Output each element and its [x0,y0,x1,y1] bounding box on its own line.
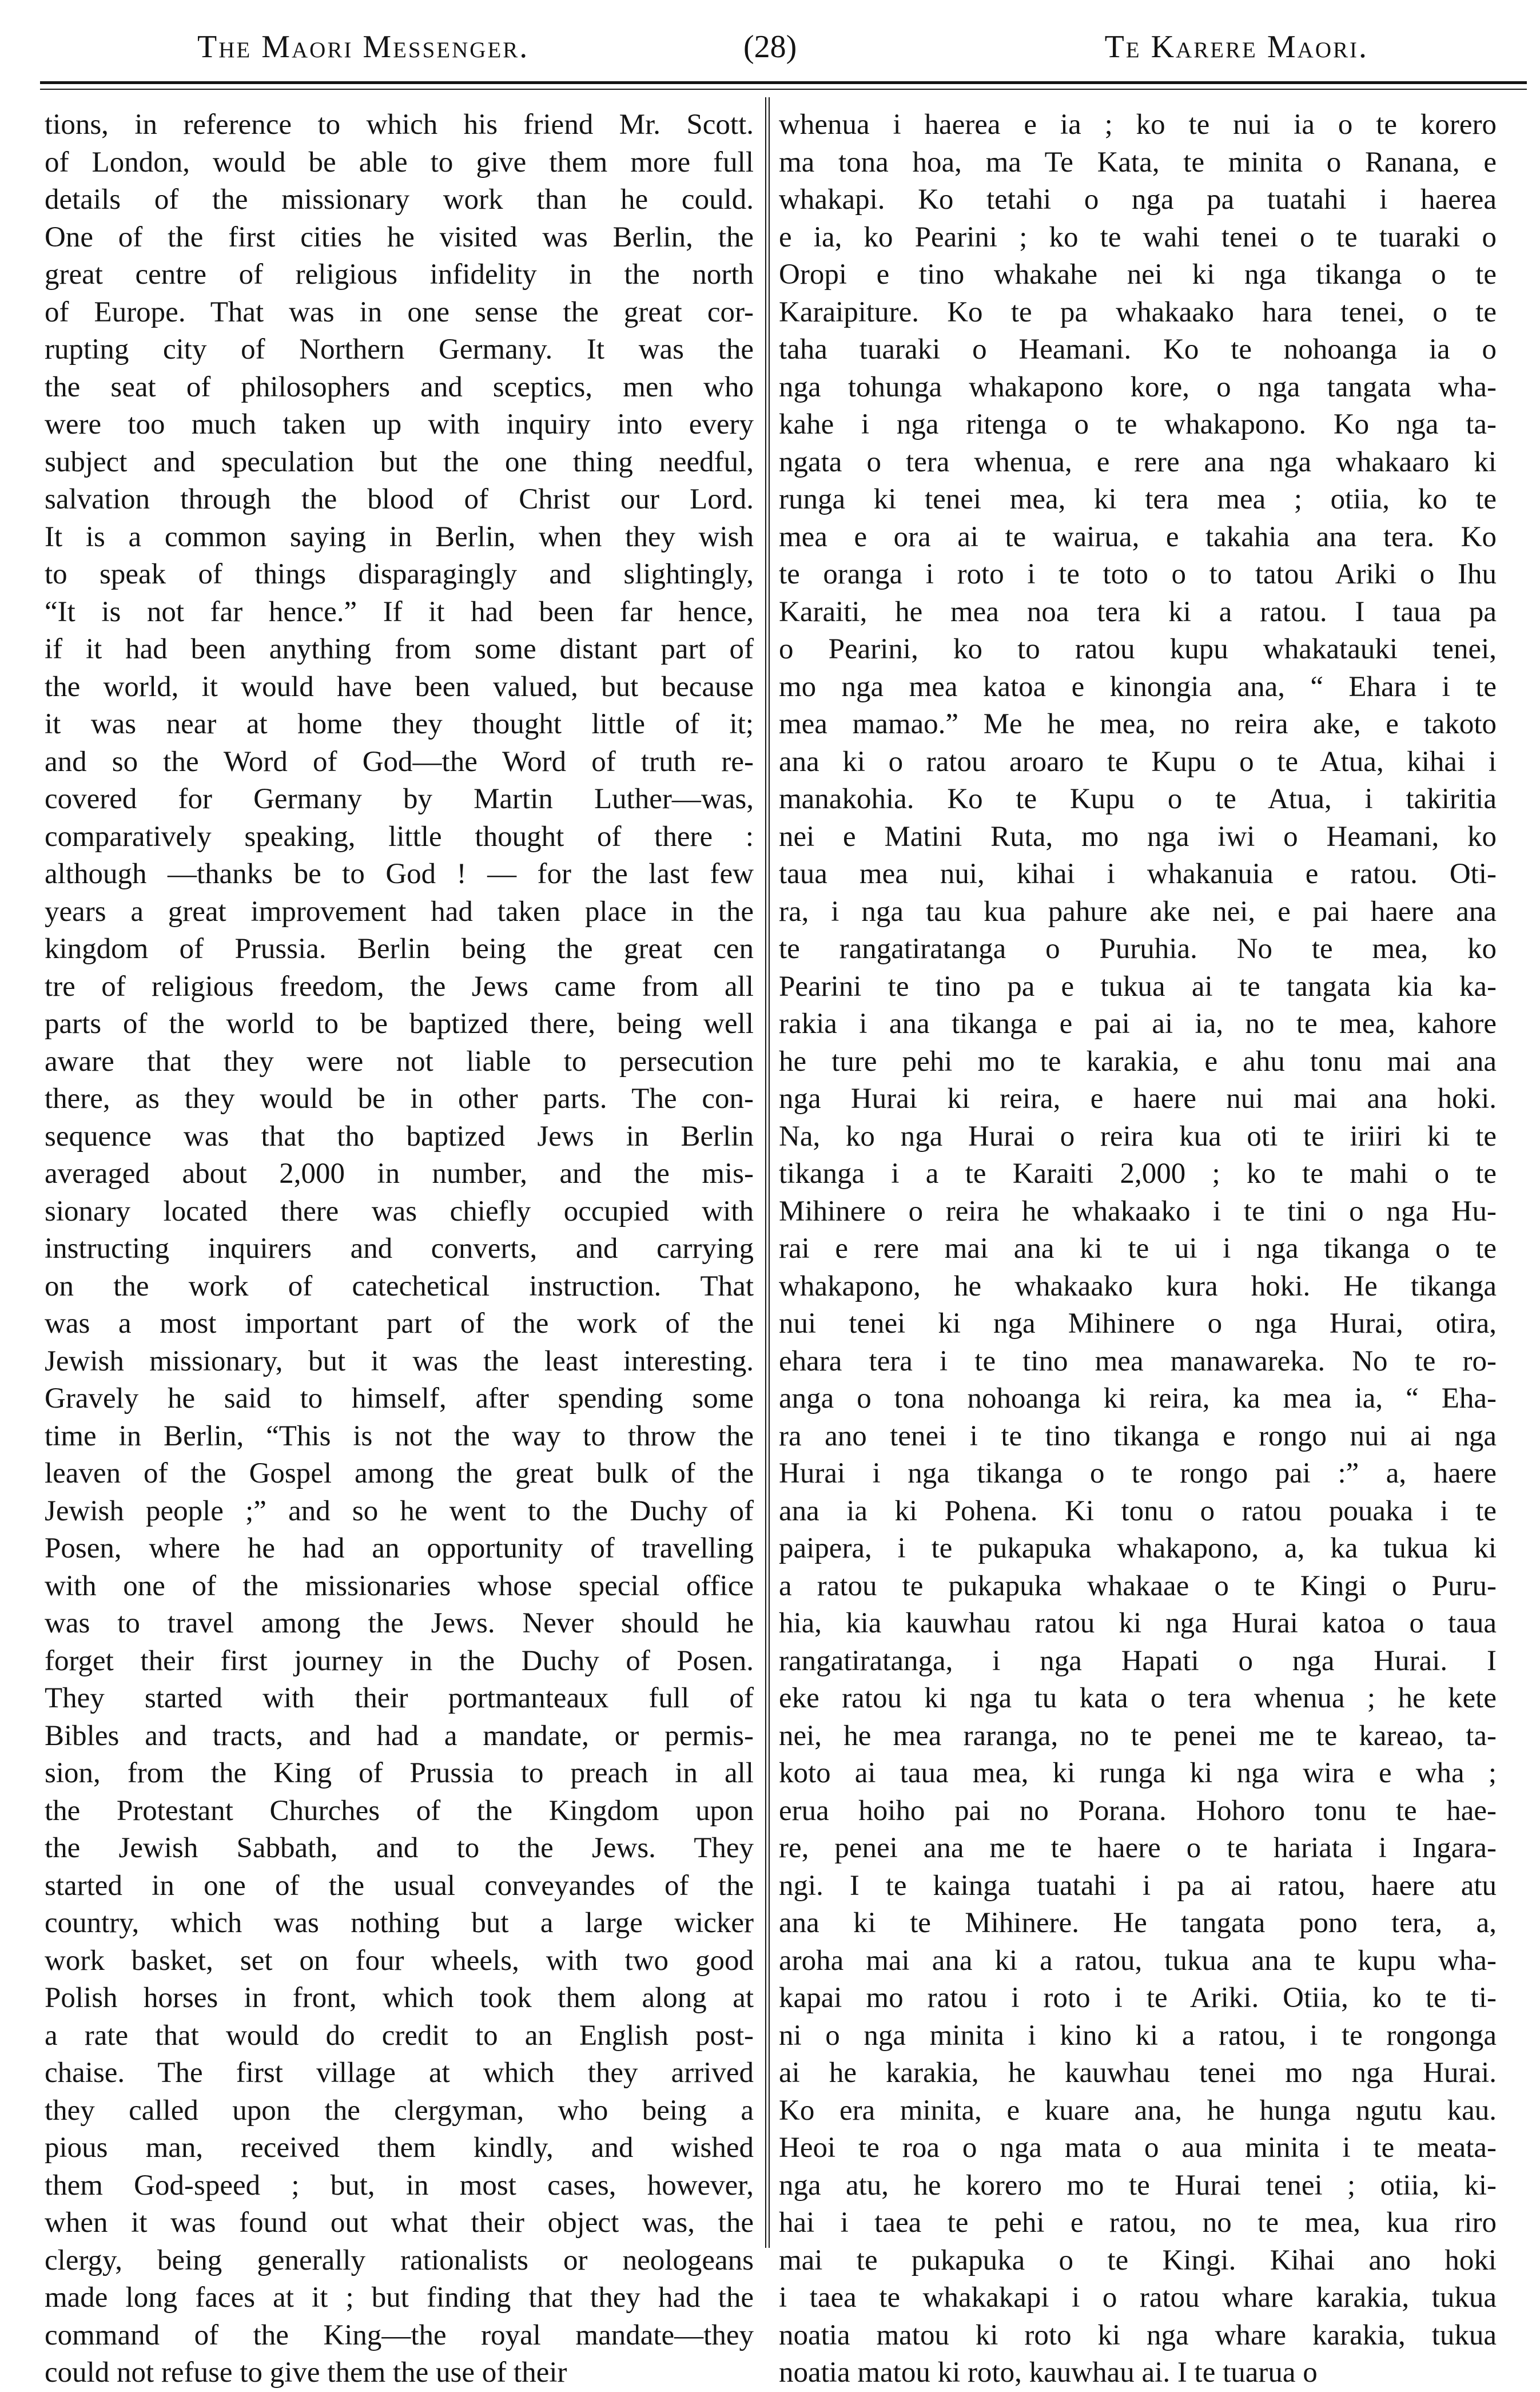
maori-text-line: kahe i nga ritenga o te whakapono. Ko nga ta- [779,408,1497,440]
english-text-line: It is a common saying in Berlin, when they wish [45,520,754,553]
maori-text-line: koto ai taua mea, ki runga ki nga wira e wha ; [779,1757,1497,1789]
english-text-line: parts of the world to be baptized there, being well [45,1008,754,1040]
maori-text-line: noatia matou ki roto ki nga whare karakia, tukua [779,2319,1497,2351]
english-text-line: salvation through the blood of Christ our Lord. [45,483,754,515]
english-text-line: sion, from the King of Prussia to preach in all [45,1757,754,1789]
maori-text-line: rai e rere mai ana ki te ui i nga tikanga o te [779,1233,1497,1265]
running-title-english: The Maori Messenger. [197,29,530,65]
maori-text-line: ra ano tenei i te tino tikanga e rongo nui ai nga [779,1420,1497,1452]
english-text-line: years a great improvement had taken place in the [45,895,754,928]
header-rule-thin [40,89,1527,90]
english-text-line: pious man, received them kindly, and wished [45,2132,754,2164]
maori-text-line: ehara tera i te tino mea manawareka. No te ro- [779,1345,1497,1377]
maori-text-line: ma tona hoa, ma Te Kata, te minita o Ranana, e [779,146,1497,178]
english-text-line: great centre of religious infidelity in the north [45,259,754,291]
maori-text-line: whakapono, he whakaako kura hoki. He tikanga [779,1270,1497,1302]
maori-text-line: aroha mai ana ki a ratou, tukua ana te kupu wha- [779,1944,1497,1977]
english-text-line: averaged about 2,000 in number, and the mis- [45,1158,754,1190]
maori-text-line: Hurai i nga tikanga o te rongo pai :” a, haere [779,1457,1497,1489]
english-text-line: the Protestant Churches of the Kingdom upon [45,1794,754,1827]
maori-text-line: e ia, ko Pearini ; ko te wahi tenei o te tuaraki o [779,221,1497,253]
maori-text-line: ai he karakia, he kauwhau tenei mo nga Hurai. [779,2057,1497,2089]
maori-text-line: te oranga i roto i te toto o to tatou Ariki o Ihu [779,558,1497,590]
maori-text-line: tikanga i a te Karaiti 2,000 ; ko te mahi o te [779,1158,1497,1190]
maori-text-line: kapai mo ratou i roto i te Ariki. Otiia, ko te ti- [779,1982,1497,2014]
maori-text-line: Heoi te roa o nga mata o aua minita i te meata- [779,2132,1497,2164]
maori-text-line: Oropi e tino whakahe nei ki nga tikanga o te [779,259,1497,291]
english-text-line: Posen, where he had an opportunity of travelling [45,1532,754,1564]
maori-text-line: Karaiti, he mea noa tera ki a ratou. I taua pa [779,595,1497,628]
english-text-line: Jewish missionary, but it was the least interesting. [45,1345,754,1377]
english-text-line: “It is not far hence.” If it had been far hence, [45,595,754,628]
page-number: (28) [743,29,797,65]
maori-text-line: ngi. I te kainga tuatahi i pa ai ratou, haere atu [779,1869,1497,1902]
english-text-line: with one of the missionaries whose special office [45,1569,754,1602]
maori-text-line: Karaipiture. Ko te pa whakaako hara tenei, o te [779,296,1497,328]
maori-text-line: ana ia ki Pohena. Ki tonu o ratou pouaka i te [779,1495,1497,1527]
english-text-line: Gravely he said to himself, after spending some [45,1382,754,1414]
maori-text-line: a ratou te pukapuka whakaae o te Kingi o Puru- [779,1569,1497,1602]
maori-text-line: nei e Matini Ruta, mo nga iwi o Heamani, ko [779,820,1497,853]
maori-text-line: mai te pukapuka o te Kingi. Kihai ano hoki [779,2244,1497,2276]
english-text-line: when it was found out what their object was, the [45,2207,754,2239]
maori-text-line: eke ratou ki nga tu kata o tera whenua ; he kete [779,1682,1497,1714]
english-text-line: They started with their portmanteaux full of [45,1682,754,1714]
english-text-line: on the work of catechetical instruction. That [45,1270,754,1302]
maori-column [779,106,1497,2389]
english-text-line: subject and speculation but the one thing needful, [45,446,754,478]
english-text-line: of London, would be able to give them more full [45,146,754,178]
english-text-line: the Jewish Sabbath, and to the Jews. They [45,1832,754,1864]
maori-text-line: rakia i ana tikanga e pai ai ia, no te mea, kahore [779,1008,1497,1040]
maori-text-line: erua hoiho pai no Porana. Hohoro tonu te hae- [779,1794,1497,1827]
maori-text-line: mea e ora ai te wairua, e takahia ana tera. Ko [779,520,1497,553]
english-text-line: there, as they would be in other parts. The con- [45,1083,754,1115]
maori-text-line: Mihinere o reira he whakaako i te tini o nga Hu- [779,1195,1497,1227]
english-text-line: them God-speed ; but, in most cases, however, [45,2169,754,2202]
maori-text-line: taha tuaraki o Heamani. Ko te nohoanga ia o [779,333,1497,365]
maori-text-line: paipera, i te pukapuka whakapono, a, ka tukua ki [779,1532,1497,1564]
english-text-line: and so the Word of God—the Word of truth re- [45,745,754,778]
english-text-line: were too much taken up with inquiry into every [45,408,754,440]
maori-text-line: taua mea nui, kihai i whakanuia e ratou. Oti- [779,858,1497,890]
maori-text-line: nga tohunga whakapono kore, o nga tangata wha- [779,371,1497,403]
maori-text-line: whakapi. Ko tetahi o nga pa tuatahi i haerea [779,184,1497,216]
maori-text-line: o Pearini, ko to ratou kupu whakatauki tenei, [779,633,1497,665]
english-text-line: the world, it would have been valued, but because [45,670,754,703]
maori-text-line: ra, i nga tau kua pahure ake nei, e pai haere ana [779,895,1497,928]
english-text-line: sionary located there was chiefly occupied with [45,1195,754,1227]
maori-text-line: nui tenei ki nga Mihinere o nga Hurai, otira, [779,1308,1497,1340]
english-text-line: a rate that would do credit to an English post- [45,2019,754,2052]
english-text-line: although —thanks be to God ! — for the last few [45,858,754,890]
running-title-maori: Te Karere Maori. [1104,29,1368,65]
header-rule-thick [40,81,1527,84]
english-text-line: Bibles and tracts, and had a mandate, or permis- [45,1719,754,1752]
english-text-line: the seat of philosophers and sceptics, men who [45,371,754,403]
english-text-line: instructing inquirers and converts, and carrying [45,1233,754,1265]
maori-text-line: ngata o tera whenua, e rere ana nga whakaaro ki [779,446,1497,478]
english-text-line: rupting city of Northern Germany. It was the [45,333,754,365]
maori-text-line: whenua i haerea e ia ; ko te nui ia o te korero [779,109,1497,141]
english-text-line: sequence was that tho baptized Jews in Berlin [45,1120,754,1153]
maori-text-line: re, penei ana me te haere o te hariata i Ingara- [779,1832,1497,1864]
maori-text-line: hai i taea te pehi e ratou, no te mea, kua riro [779,2207,1497,2239]
english-text-line: comparatively speaking, little thought of there : [45,820,754,853]
english-text-line: country, which was nothing but a large wicker [45,1907,754,1939]
maori-text-line: noatia matou ki roto, kauwhau ai. I te tuarua o [779,2357,1318,2389]
maori-text-line: Pearini te tino pa e tukua ai te tangata kia ka- [779,970,1497,1003]
maori-text-line: anga o tona nohoanga ki reira, ka mea ia, “ Eha- [779,1382,1497,1414]
english-text-line: could not refuse to give them the use of their [45,2357,567,2389]
maori-text-line: i taea te whakakapi i o ratou whare karakia, tukua [779,2282,1497,2314]
maori-text-line: manakohia. Ko te Kupu o te Atua, i takiritia [779,783,1497,815]
english-text-line: tre of religious freedom, the Jews came from all [45,970,754,1003]
english-text-line: kingdom of Prussia. Berlin being the great cen [45,933,754,965]
column-divider [765,97,770,2248]
english-text-line: forget their first journey in the Duchy of Posen. [45,1644,754,1677]
english-text-line: work basket, set on four wheels, with two good [45,1944,754,1977]
english-column [45,106,754,2389]
english-text-line: One of the first cities he visited was Berlin, the [45,221,754,253]
maori-text-line: nei, he mea raranga, no te penei me te kareao, ta- [779,1719,1497,1752]
maori-text-line: hia, kia kauwhau ratou ki nga Hurai katoa o taua [779,1607,1497,1639]
maori-text-line: rangatiratanga, i nga Hapati o nga Hurai. I [779,1644,1497,1677]
english-text-line: to speak of things disparagingly and slightingly, [45,558,754,590]
maori-text-line: nga atu, he korero mo te Hurai tenei ; otiia, ki- [779,2169,1497,2202]
english-text-line: leaven of the Gospel among the great bulk of the [45,1457,754,1489]
maori-text-line: he ture pehi mo te karakia, e ahu tonu mai ana [779,1045,1497,1078]
english-text-line: time in Berlin, “This is not the way to throw the [45,1420,754,1452]
english-text-line: covered for Germany by Martin Luther—was, [45,783,754,815]
maori-text-line: ana ki te Mihinere. He tangata pono tera, a, [779,1907,1497,1939]
maori-text-line: Na, ko nga Hurai o reira kua oti te iriiri ki te [779,1120,1497,1153]
english-text-line: Polish horses in front, which took them along at [45,1982,754,2014]
english-text-line: details of the missionary work than he could. [45,184,754,216]
maori-text-line: runga ki tenei mea, ki tera mea ; otiia, ko te [779,483,1497,515]
maori-text-line: nga Hurai ki reira, e haere nui mai ana hoki. [779,1083,1497,1115]
maori-text-line: Ko era minita, e kuare ana, he hunga ngutu kau. [779,2094,1497,2127]
english-text-line: clergy, being generally rationalists or neologeans [45,2244,754,2276]
english-text-line: made long faces at it ; but finding that they had the [45,2282,754,2314]
english-text-line: command of the King—the royal mandate—they [45,2319,754,2351]
english-text-line: of Europe. That was in one sense the great cor- [45,296,754,328]
english-text-line: was a most important part of the work of the [45,1308,754,1340]
maori-text-line: te rangatiratanga o Puruhia. No te mea, ko [779,933,1497,965]
english-text-line: chaise. The first village at which they arrived [45,2057,754,2089]
maori-text-line: mea mamao.” Me he mea, no reira ake, e takoto [779,708,1497,740]
english-text-line: aware that they were not liable to persecution [45,1045,754,1078]
english-text-line: Jewish people ;” and so he went to the Duchy of [45,1495,754,1527]
english-text-line: was to travel among the Jews. Never should he [45,1607,754,1639]
english-text-line: if it had been anything from some distant part of [45,633,754,665]
maori-text-line: ana ki o ratou aroaro te Kupu o te Atua, kihai i [779,745,1497,778]
english-text-line: it was near at home they thought little of it; [45,708,754,740]
maori-text-line: ni o nga minita i kino ki a ratou, i te rongonga [779,2019,1497,2052]
english-text-line: tions, in reference to which his friend Mr. Scott. [45,109,754,141]
maori-text-line: mo nga mea katoa e kinongia ana, “ Ehara i te [779,670,1497,703]
english-text-line: started in one of the usual conveyandes of the [45,1869,754,1902]
english-text-line: they called upon the clergyman, who being a [45,2094,754,2127]
